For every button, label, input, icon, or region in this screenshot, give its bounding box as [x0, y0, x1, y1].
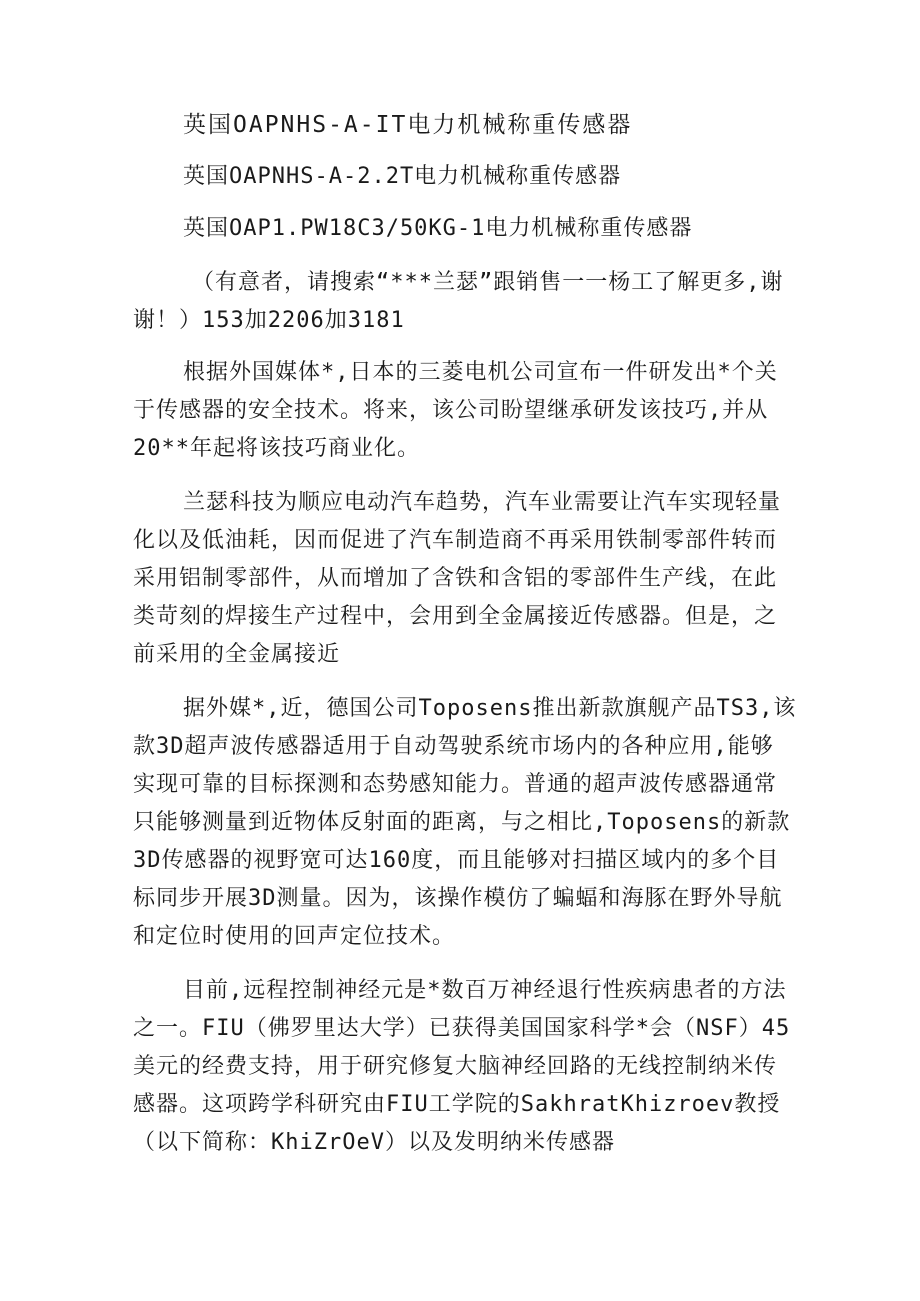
para4-line-4: 感器。这项跨学科研究由FIU工学院的SakhratKhizroev教授	[133, 1092, 781, 1117]
para4-line-5: （以下简称：KhiZrOeV）以及发明纳米传感器	[133, 1130, 615, 1155]
para3-line-1: 据外媒*,近，德国公司Toposens推出新款旗舰产品TS3,该	[183, 696, 797, 721]
contact-line-2: 谢！）153加2206加3181	[133, 308, 405, 333]
para4-line-2: 之一。FIU（佛罗里达大学）已获得美国国家科学*会（NSF）45	[133, 1016, 791, 1041]
product-line-1: 英国OAPNHS-A-IT电力机械称重传感器	[183, 112, 633, 138]
contact-line-1: （有意者，请搜索“***兰瑟”跟销售一一杨工了解更多,谢	[192, 270, 784, 295]
para3-line-5: 3D传感器的视野宽可达160度，而且能够对扫描区域内的多个目	[133, 848, 780, 873]
para4-line-3: 美元的经费支持，用于研究修复大脑神经回路的无线控制纳米传	[133, 1054, 778, 1079]
product-line-3: 英国OAP1.PW18C3/50KG-1电力机械称重传感器	[183, 216, 693, 241]
para2-line-2: 化以及低油耗，因而促进了汽车制造商不再采用铁制零部件转而	[133, 528, 778, 553]
para3-line-2: 款3D超声波传感器适用于自动驾驶系统市场内的各种应用,能够	[133, 734, 774, 759]
para2-line-1: 兰瑟科技为顺应电动汽车趋势，汽车业需要让汽车实现轻量	[183, 490, 782, 515]
para3-line-3: 实现可靠的目标探测和态势感知能力。普通的超声波传感器通常	[133, 772, 778, 797]
para1-line-3: 20**年起将该技巧商业化。	[133, 436, 420, 461]
product-line-2: 英国OAPNHS-A-2.2T电力机械称重传感器	[183, 164, 622, 189]
para4-line-1: 目前,远程控制神经元是*数百万神经退行性疾病患者的方法	[183, 978, 787, 1003]
para3-line-6: 标同步开展3D测量。因为，该操作模仿了蝙蝠和海豚在野外导航	[133, 886, 783, 911]
para2-line-5: 前采用的全金属接近	[133, 642, 341, 667]
para3-line-7: 和定位时使用的回声定位技术。	[133, 924, 456, 949]
para2-line-4: 类苛刻的焊接生产过程中，会用到全金属接近传感器。但是，之	[133, 604, 778, 629]
para1-line-2: 于传感器的安全技术。将来，该公司盼望继承研发该技巧,并从	[133, 398, 769, 423]
para2-line-3: 采用铝制零部件，从而增加了含铁和含铝的零部件生产线，在此	[133, 566, 778, 591]
para3-line-4: 只能够测量到近物体反射面的距离，与之相比,Toposens的新款	[133, 810, 791, 835]
para1-line-1: 根据外国媒体*,日本的三菱电机公司宣布一件研发出*个关	[183, 360, 778, 385]
